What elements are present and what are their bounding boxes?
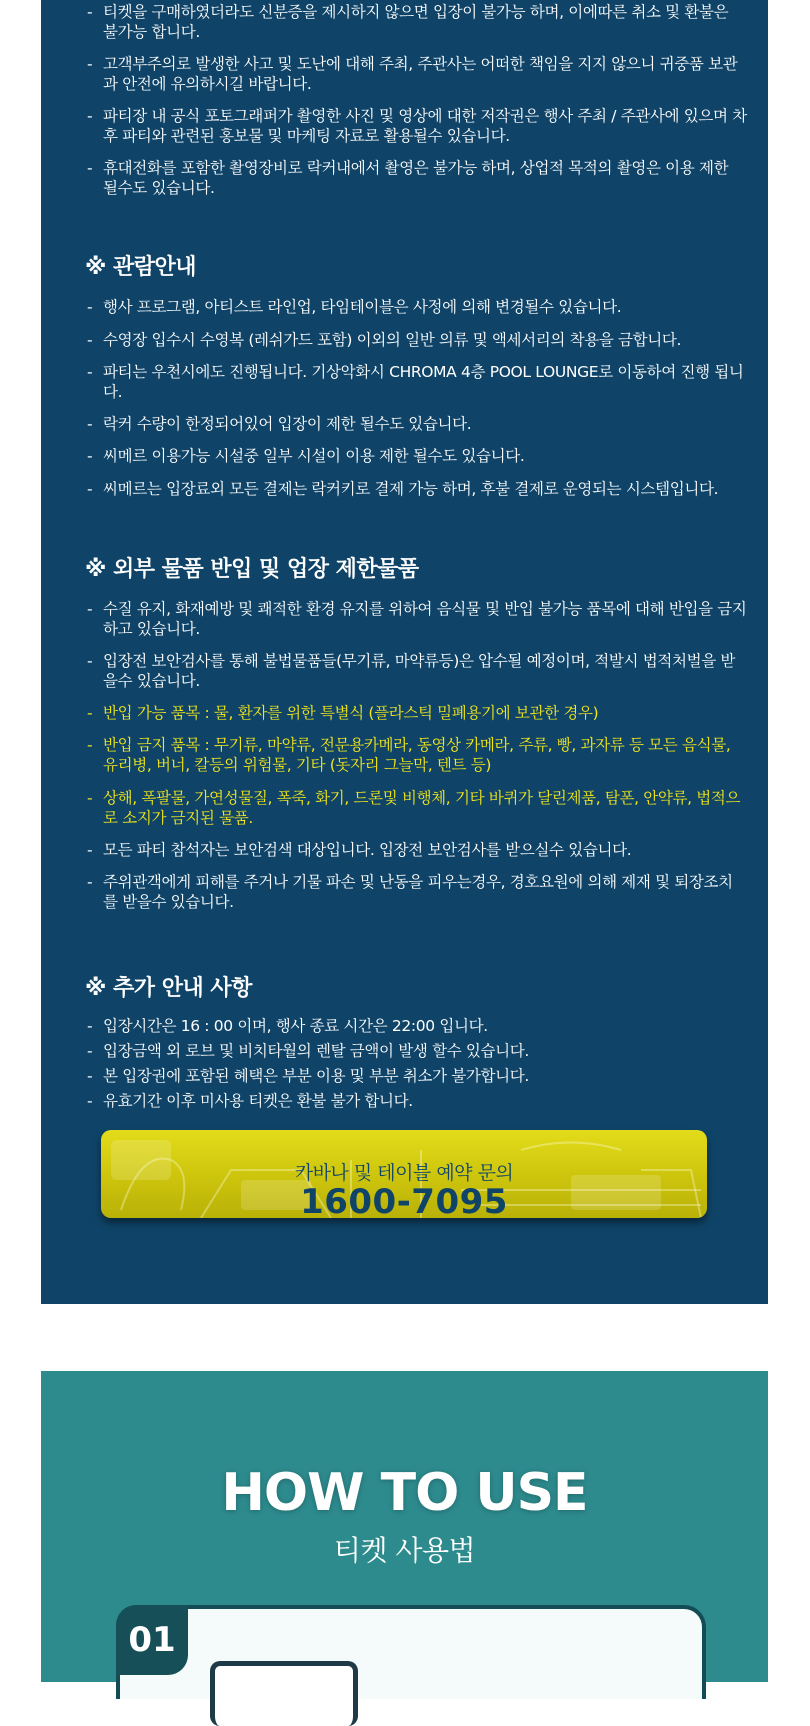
item-text: 입장전 보안검사를 통해 불법물품들(무기류, 마약류등)은 압수될 예정이며, 적발시 법적처벌을 받을수 있습니다. <box>103 652 736 690</box>
item-dash: - <box>87 736 93 754</box>
item-dash: - <box>87 1042 93 1060</box>
item-dash: - <box>87 873 93 891</box>
item-dash: - <box>87 159 93 177</box>
reservation-banner[interactable] <box>101 1130 707 1218</box>
notice-panel <box>41 0 768 1304</box>
item-text: 락커 수량이 한정되어있어 입장이 제한 될수도 있습니다. <box>103 415 472 433</box>
notice-item <box>87 54 747 94</box>
notice-item <box>87 362 747 402</box>
item-text: 휴대전화를 포함한 촬영장비로 락커내에서 촬영은 불가능 하며, 상업적 목적의 촬영은 이용 제한 될수도 있습니다. <box>103 159 729 197</box>
item-text: 씨메르는 입장료외 모든 결제는 락커키로 결제 가능 하며, 후불 결제로 운영되는 시스템입니다. <box>103 480 719 498</box>
notice-item <box>87 872 747 912</box>
item-text: 행사 프로그램, 아티스트 라인업, 타임테이블은 사정에 의해 변경될수 있습니다. <box>103 298 622 316</box>
how-to-use-title: HOW TO USE <box>221 1463 588 1523</box>
item-text: 씨메르 이용가능 시설중 일부 시설이 이용 제한 될수도 있습니다. <box>103 447 525 465</box>
notice-item <box>87 106 747 146</box>
notice-item <box>87 158 747 198</box>
item-dash: - <box>87 1017 93 1035</box>
item-text: 수질 유지, 화재예방 및 쾌적한 환경 유지를 위하여 음식물 및 반입 불가능 품목에 대해 반입을 금지하고 있습니다. <box>103 600 747 638</box>
device-icon <box>210 1661 358 1726</box>
item-text: 파티장 내 공식 포토그래퍼가 촬영한 사진 및 영상에 대한 저작권은 행사 주최 / 주관사에 있으며 차후 파티와 관련된 홍보물 및 마케팅 자료로 활용될수 있습니다. <box>103 107 747 145</box>
notice-item <box>87 599 747 639</box>
notice-item <box>87 479 747 499</box>
item-text: 티켓을 구매하였더라도 신분증을 제시하지 않으면 입장이 불가능 하며, 이에따른 취소 및 환불은 불가능 합니다. <box>103 3 729 41</box>
notice-item <box>87 2 747 42</box>
notice-item <box>87 1091 747 1111</box>
item-text: 수영장 입수시 수영복 (레쉬가드 포함) 이외의 일반 의류 및 액세서리의 착용을 금합니다. <box>103 331 682 349</box>
notice-item <box>87 330 747 350</box>
item-dash: - <box>87 600 93 618</box>
step-card <box>116 1605 706 1699</box>
step-number-badge: 01 <box>116 1605 188 1675</box>
item-text: 고객부주의로 발생한 사고 및 도난에 대해 주최, 주관사는 어떠한 책임을 지지 않으니 귀중품 보관과 안전에 유의하시길 바랍니다. <box>103 55 738 93</box>
item-dash: - <box>87 3 93 21</box>
section-heading-viewing: ※ 관람안내 <box>85 255 197 280</box>
notice-item <box>87 1041 747 1061</box>
item-text: 본 입장권에 포함된 혜택은 부분 이용 및 부분 취소가 불가합니다. <box>103 1067 529 1085</box>
reservation-phone-number[interactable]: 1600-7095 <box>300 1182 508 1218</box>
item-text: 반입 가능 품목 : 물, 환자를 위한 특별식 (플라스틱 밀폐용기에 보관한 경우) <box>103 704 599 722</box>
item-text: 유효기간 이후 미사용 티켓은 환불 불가 합니다. <box>103 1092 413 1110</box>
item-text: 상해, 폭팔물, 가연성물질, 폭죽, 화기, 드론및 비행체, 기타 바퀴가 달린제품, 탐폰, 안약류, 법적으로 소지가 금지된 물품. <box>103 789 741 827</box>
notice-item-highlight <box>87 735 747 775</box>
item-dash: - <box>87 107 93 125</box>
item-text: 입장시간은 16 : 00 이며, 행사 종료 시간은 22:00 입니다. <box>103 1017 488 1035</box>
item-dash: - <box>87 480 93 498</box>
notice-item <box>87 1016 747 1036</box>
notice-item <box>87 840 747 860</box>
item-dash: - <box>87 652 93 670</box>
item-dash: - <box>87 789 93 807</box>
item-dash: - <box>87 704 93 722</box>
item-dash: - <box>87 331 93 349</box>
item-text: 주위관객에게 피해를 주거나 기물 파손 및 난동을 피우는경우, 경호요원에 의해 제재 및 퇴장조치를 받을수 있습니다. <box>103 873 733 911</box>
item-dash: - <box>87 841 93 859</box>
item-dash: - <box>87 363 93 381</box>
notice-item <box>87 1066 747 1086</box>
item-text: 모든 파티 참석자는 보안검색 대상입니다. 입장전 보안검사를 받으실수 있습니다. <box>103 841 632 859</box>
item-text: 반입 금지 품목 : 무기류, 마약류, 전문용카메라, 동영상 카메라, 주류, 빵, 과자류 등 모든 음식물, 유리병, 버너, 칼등의 위험물, 기타 (돗자리 그늘막, 텐트 등) <box>103 736 731 774</box>
section-heading-additional: ※ 추가 안내 사항 <box>85 976 252 1001</box>
item-dash: - <box>87 298 93 316</box>
item-dash: - <box>87 447 93 465</box>
section-heading-restrictions: ※ 외부 물품 반입 및 업장 제한물품 <box>85 557 419 582</box>
notice-item-highlight <box>87 703 747 723</box>
notice-item <box>87 414 747 434</box>
reservation-label: 카바나 및 테이블 예약 문의 <box>294 1162 514 1184</box>
item-dash: - <box>87 1092 93 1110</box>
how-to-use-subtitle: 티켓 사용법 <box>333 1534 476 1567</box>
item-dash: - <box>87 1067 93 1085</box>
notice-item <box>87 446 747 466</box>
item-dash: - <box>87 415 93 433</box>
how-to-use-section <box>41 1371 768 1682</box>
item-dash: - <box>87 55 93 73</box>
notice-item <box>87 651 747 691</box>
notice-item <box>87 297 747 317</box>
item-text: 입장금액 외 로브 및 비치타월의 렌탈 금액이 발생 할수 있습니다. <box>103 1042 529 1060</box>
item-text: 파티는 우천시에도 진행됩니다. 기상악화시 CHROMA 4층 POOL LOUNGE로 이동하여 진행 됩니다. <box>103 363 744 401</box>
notice-item-highlight <box>87 788 747 828</box>
